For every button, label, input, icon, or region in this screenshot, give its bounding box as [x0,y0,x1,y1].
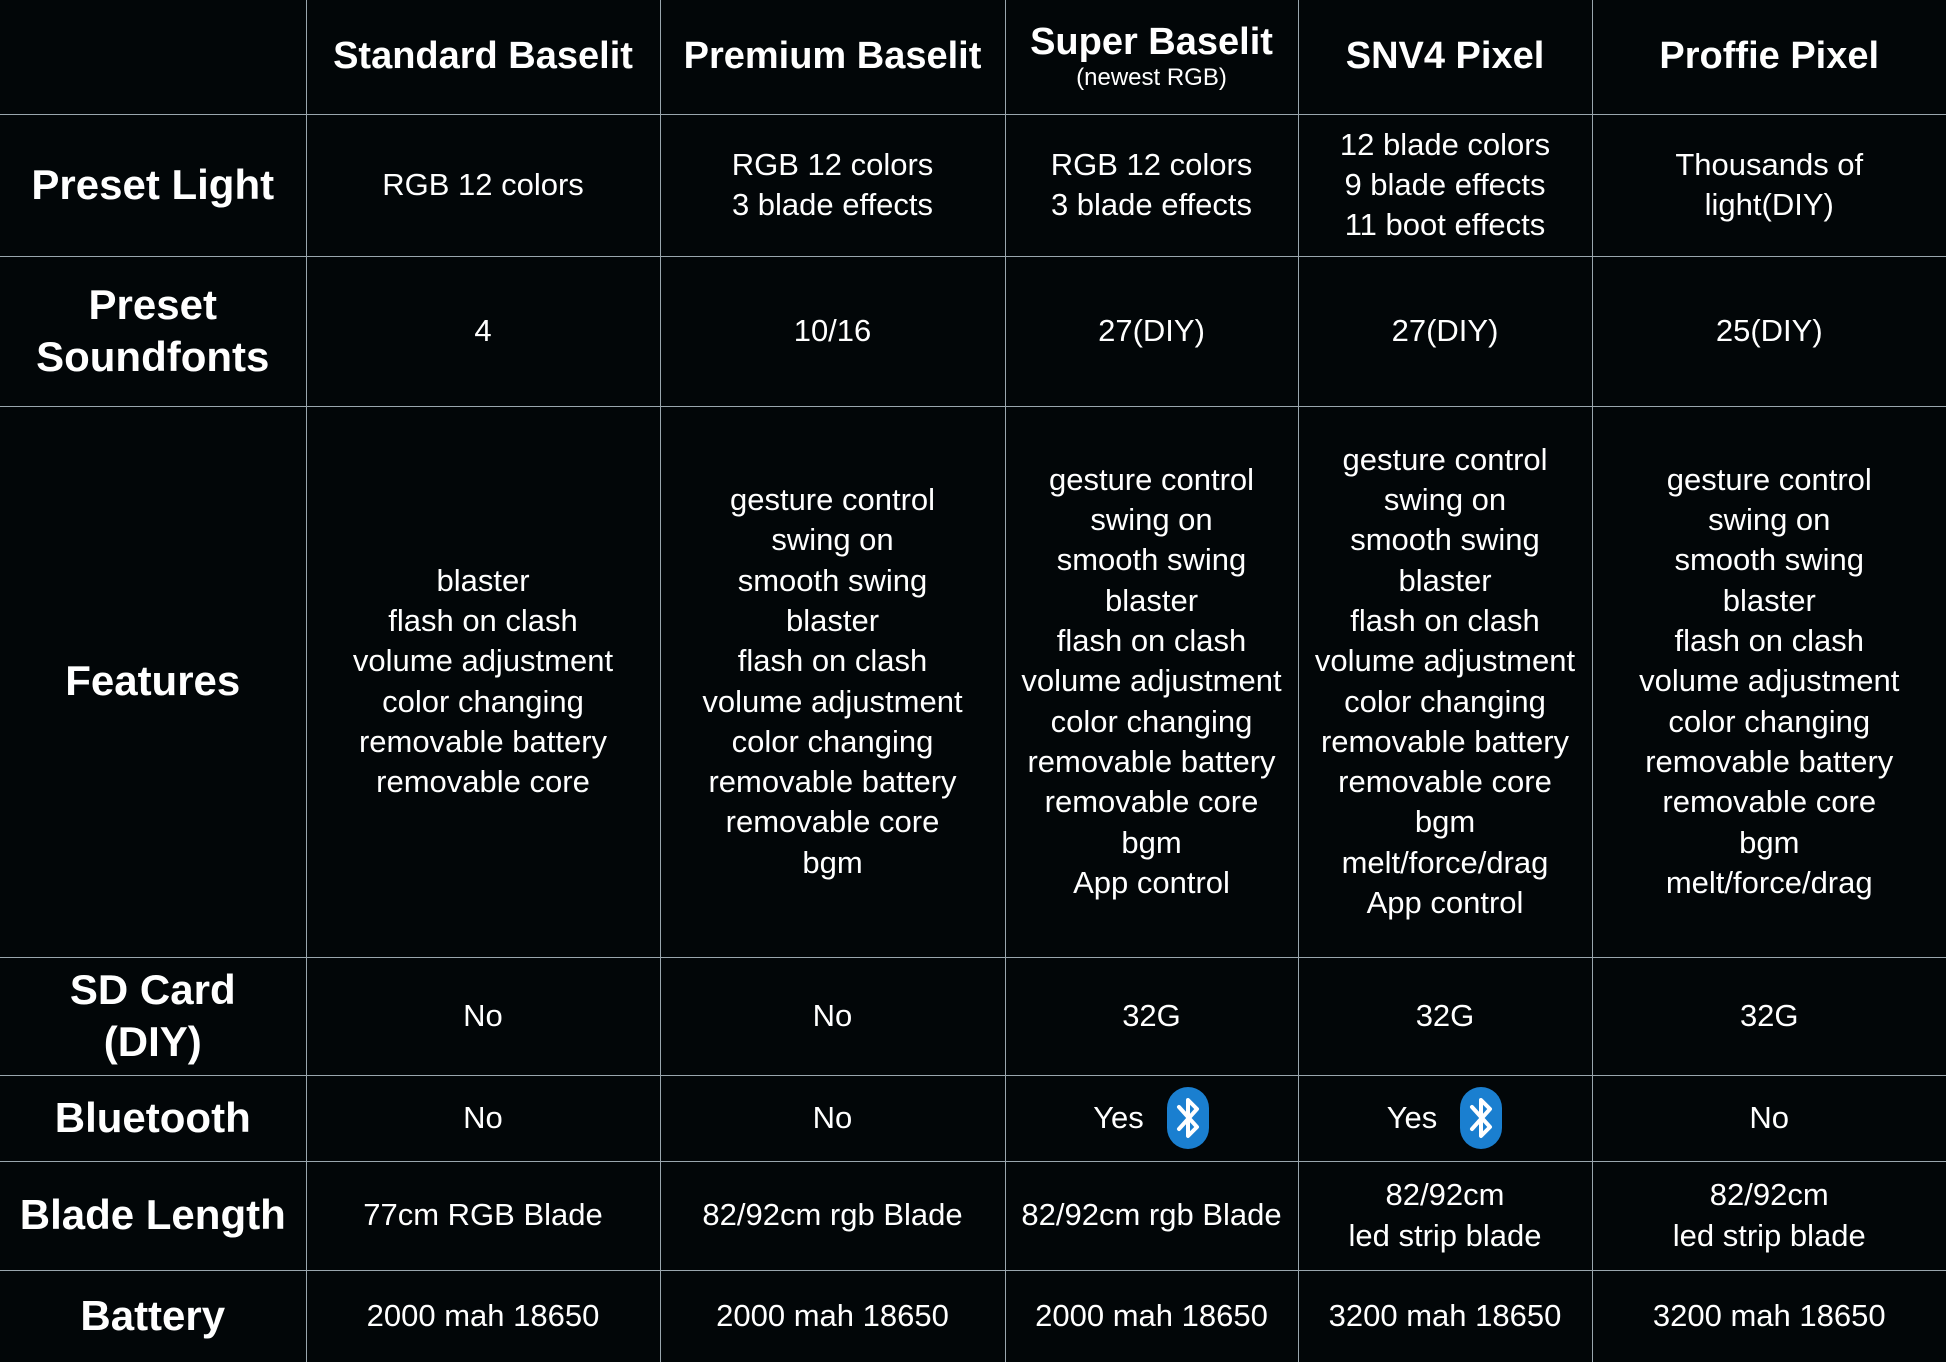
column-header-premium-baselit: Premium Baselit [660,0,1005,114]
text-line: flash on clash [388,602,578,638]
text-line: Preset [88,280,217,328]
text-line: removable battery [1027,743,1276,779]
text-line: volume adjustment [352,643,614,679]
cell: No [660,957,1005,1075]
text-line: removable core [725,804,940,840]
text-line: volume adjustment [702,683,963,719]
text-line: removable core [376,764,590,800]
text-line: 12 blade colors [1339,126,1551,162]
cell: 32G [1005,957,1298,1075]
text-line: color changing [1668,703,1871,739]
text-line: swing on [1383,482,1507,518]
text-line: blaster [785,602,880,638]
bluetooth-icon [1459,1086,1503,1150]
cell: 4 [306,256,660,406]
text-line: gesture control [1342,441,1548,477]
text-line: blaster [436,562,530,598]
text-line: led strip blade [1348,1217,1542,1253]
text-line: volume adjustment [1639,663,1900,699]
text-line: bgm [802,844,863,880]
text-line: 9 blade effects [1344,166,1546,202]
cell [1005,114,1298,256]
cell [306,406,660,957]
column-subtitle: (newest RGB) [1076,64,1227,92]
text-line: blaster [1104,582,1199,618]
cell: 25(DIY) [1592,256,1946,406]
column-header-standard-baselit: Standard Baselit [306,0,660,114]
cell [306,1161,660,1270]
text-line: bgm [1121,824,1182,860]
cell [660,114,1005,256]
text-line: 82/92cm rgb Blade [702,1197,963,1233]
row-label-preset-soundfonts [0,256,306,406]
bluetooth-value: Yes [1093,1099,1144,1135]
text-line: blaster [1722,582,1816,618]
row-blade-length [0,1161,1946,1270]
text-line: led strip blade [1672,1217,1866,1253]
text-line: bgm [1414,804,1476,840]
cell: No [660,1075,1005,1161]
row-label-preset-light: Preset Light [0,114,306,256]
text-line: 3 blade effects [731,187,934,222]
text-line: flash on clash [1056,623,1247,659]
cell: No [306,1075,660,1161]
row-preset-soundfonts [0,256,1946,406]
text-line: Soundfonts [36,333,270,380]
cell [306,114,660,256]
cell: 10/16 [660,256,1005,406]
text-line: bgm [1739,824,1800,860]
text-line: smooth swing [1056,542,1247,578]
cell [1005,406,1298,957]
text-line: swing on [771,522,894,558]
text-line: gesture control [1048,461,1255,497]
cell: 27(DIY) [1298,256,1592,406]
text-line: blaster [1398,562,1492,598]
cell [660,1161,1005,1270]
column-header-snv4-pixel: SNV4 Pixel [1298,0,1592,114]
cell: 2000 mah 18650 [306,1270,660,1362]
text-line: color changing [382,683,584,719]
text-line: 77cm RGB Blade [363,1197,603,1233]
row-battery [0,1270,1946,1362]
text-line: App control [1366,884,1524,920]
row-sd-card [0,957,1946,1075]
cell: No [306,957,660,1075]
row-label-bluetooth: Bluetooth [0,1075,306,1161]
text-line: flash on clash [1674,623,1865,659]
text-line: removable core [1338,764,1552,800]
text-line: 82/92cm [1709,1177,1829,1213]
cell [1592,1161,1946,1270]
cell: 32G [1592,957,1946,1075]
row-label-blade-length: Blade Length [0,1161,306,1270]
text-line: removable battery [358,723,608,759]
text-line: removable battery [1645,743,1894,779]
text-line: flash on clash [737,643,928,679]
text-line: App control [1073,864,1230,900]
text-line: smooth swing [1350,522,1540,558]
text-line: gesture control [1666,461,1872,497]
cell: 27(DIY) [1005,256,1298,406]
text-line: color changing [1344,683,1546,719]
text-line: color changing [731,723,934,759]
text-line: 11 boot effects [1344,207,1546,243]
row-label-sd-card [0,957,306,1075]
text-line: swing on [1090,502,1213,538]
text-line: swing on [1708,502,1831,538]
cell: 32G [1298,957,1592,1075]
text-line: removable battery [708,764,957,800]
header-row [0,0,1946,114]
cell [1592,114,1946,256]
text-line: melt/force/drag [1665,864,1873,900]
row-label-features: Features [0,406,306,957]
column-header-proffie-pixel: Proffie Pixel [1592,0,1946,114]
cell: 3200 mah 18650 [1298,1270,1592,1362]
cell [1005,1161,1298,1270]
text-line: (DIY) [103,1018,202,1065]
text-line: SD Card [69,965,236,1013]
text-line: volume adjustment [1021,663,1282,699]
text-line: flash on clash [1350,602,1540,638]
text-line: RGB 12 colors [382,166,584,202]
cell [660,406,1005,957]
text-line: gesture control [729,482,936,518]
cell [1298,1075,1592,1161]
row-preset-light [0,114,1946,256]
row-bluetooth [0,1075,1946,1161]
bluetooth-value: Yes [1386,1099,1438,1135]
cell [1298,114,1592,256]
cell [1298,1161,1592,1270]
column-header-super-baselit: Super Baselit (newest RGB) [1005,0,1298,114]
text-line: smooth swing [1674,542,1865,578]
text-line: removable battery [1320,723,1570,759]
cell: 3200 mah 18650 [1592,1270,1946,1362]
text-line: removable core [1044,784,1259,820]
text-line: smooth swing [737,562,928,598]
text-line: removable core [1662,784,1877,820]
row-features [0,406,1946,957]
cell: No [1592,1075,1946,1161]
text-line: Thousands of [1675,146,1864,182]
text-line: 82/92cm [1385,1177,1505,1213]
text-line: RGB 12 colors [1050,146,1253,182]
cell: 2000 mah 18650 [1005,1270,1298,1362]
cell [1592,406,1946,957]
text-line: light(DIY) [1704,187,1834,222]
text-line: color changing [1050,703,1253,739]
text-line: melt/force/drag [1341,844,1549,880]
row-label-battery: Battery [0,1270,306,1362]
cell [1005,1075,1298,1161]
cell: 2000 mah 18650 [660,1270,1005,1362]
corner-cell [0,0,306,114]
text-line: 82/92cm rgb Blade [1021,1197,1282,1233]
text-line: 3 blade effects [1050,187,1253,222]
cell [1298,406,1592,957]
bluetooth-icon [1166,1086,1210,1150]
text-line: volume adjustment [1314,643,1576,679]
text-line: RGB 12 colors [731,146,934,182]
